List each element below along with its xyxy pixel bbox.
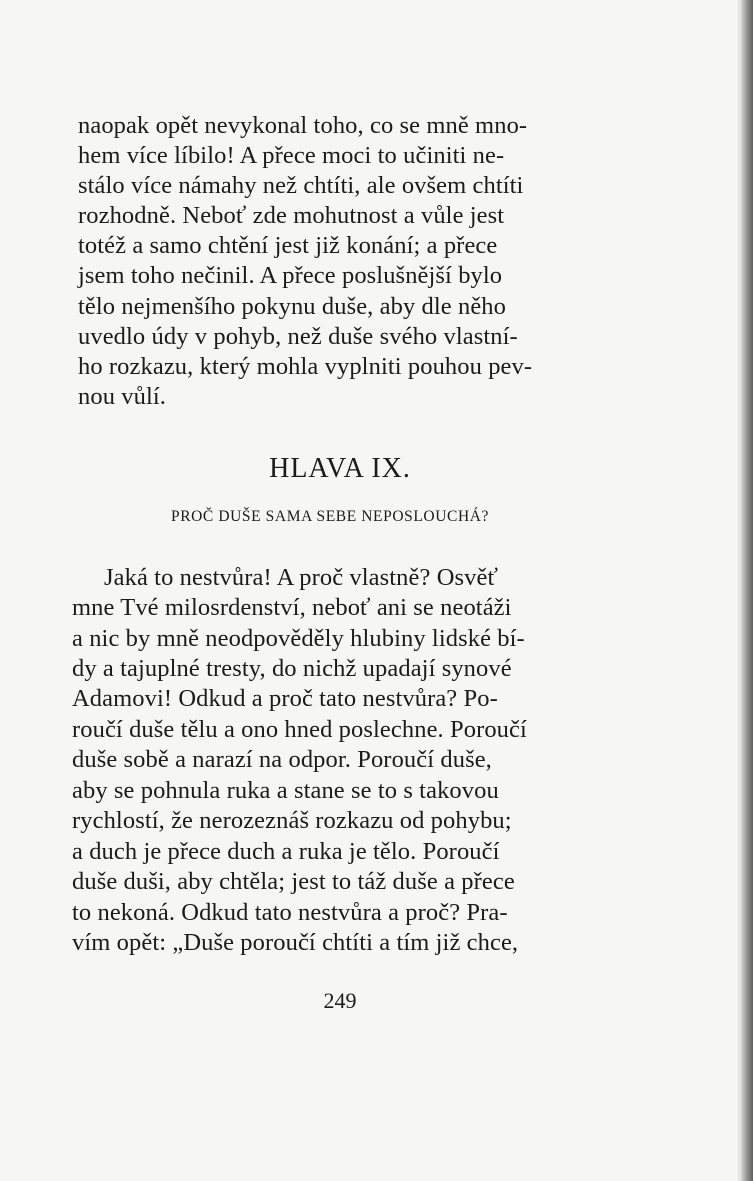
text-line: a duch je přece duch a ruka je tělo. Poroučí <box>72 838 500 865</box>
text-line: to nekoná. Odkud tato nestvůra a proč? Pra- <box>72 899 508 926</box>
text-line: vím opět: „Duše poroučí chtíti a tím již chce, <box>72 929 519 956</box>
text-line: stálo více námahy než chtíti, ale ovšem chtíti <box>78 172 524 199</box>
text-line: roučí duše tělu a ono hned poslechne. Poroučí <box>72 716 527 743</box>
page-number: 249 <box>323 988 357 1013</box>
text-line: hem více líbilo! A přece moci to učiniti ne- <box>78 142 505 169</box>
chapter-heading: HLAVA IX. <box>269 453 411 484</box>
text-line: Adamovi! Odkud a proč tato nestvůra? Po- <box>72 685 498 712</box>
text-line: duše sobě a narazí na odpor. Poroučí duše, <box>72 746 492 773</box>
text-line: tělo nejmenšího pokynu duše, aby dle něho <box>78 293 507 320</box>
text-line: Jaká to nestvůra! A proč vlastně? Osvěť <box>104 564 499 591</box>
text-line: a nic by mně neodpověděly hlubiny lidské bí- <box>72 625 525 652</box>
chapter-subheading: PROČ DUŠE SAMA SEBE NEPOSLOUCHÁ? <box>170 508 490 525</box>
text-line: duše duši, aby chtěla; jest to táž duše a přece <box>72 868 515 895</box>
text-line: naopak opět nevykonal toho, co se mně mno- <box>78 112 528 139</box>
text-line: nou vůlí. <box>78 383 167 410</box>
text-line: jsem toho nečinil. A přece poslušnější bylo <box>78 262 503 289</box>
text-line: ho rozkazu, který mohla vyplniti pouhou pev- <box>78 353 533 380</box>
text-line: mne Tvé milosrdenství, neboť ani se neotáži <box>72 594 512 621</box>
text-line: dy a tajuplné tresty, do nichž upadají synové <box>72 655 512 682</box>
page-edge-shadow <box>741 0 753 1181</box>
text-line: rychlostí, že nerozeznáš rozkazu od pohybu; <box>72 807 512 834</box>
text-line: aby se pohnula ruka a stane se to s takovou <box>72 777 499 804</box>
text-line: rozhodně. Neboť zde mohutnost a vůle jest <box>78 202 505 229</box>
text-line: totéž a samo chtění jest již konání; a přece <box>78 232 498 259</box>
text-line: uvedlo údy v pohyb, než duše svého vlastní- <box>78 323 518 350</box>
